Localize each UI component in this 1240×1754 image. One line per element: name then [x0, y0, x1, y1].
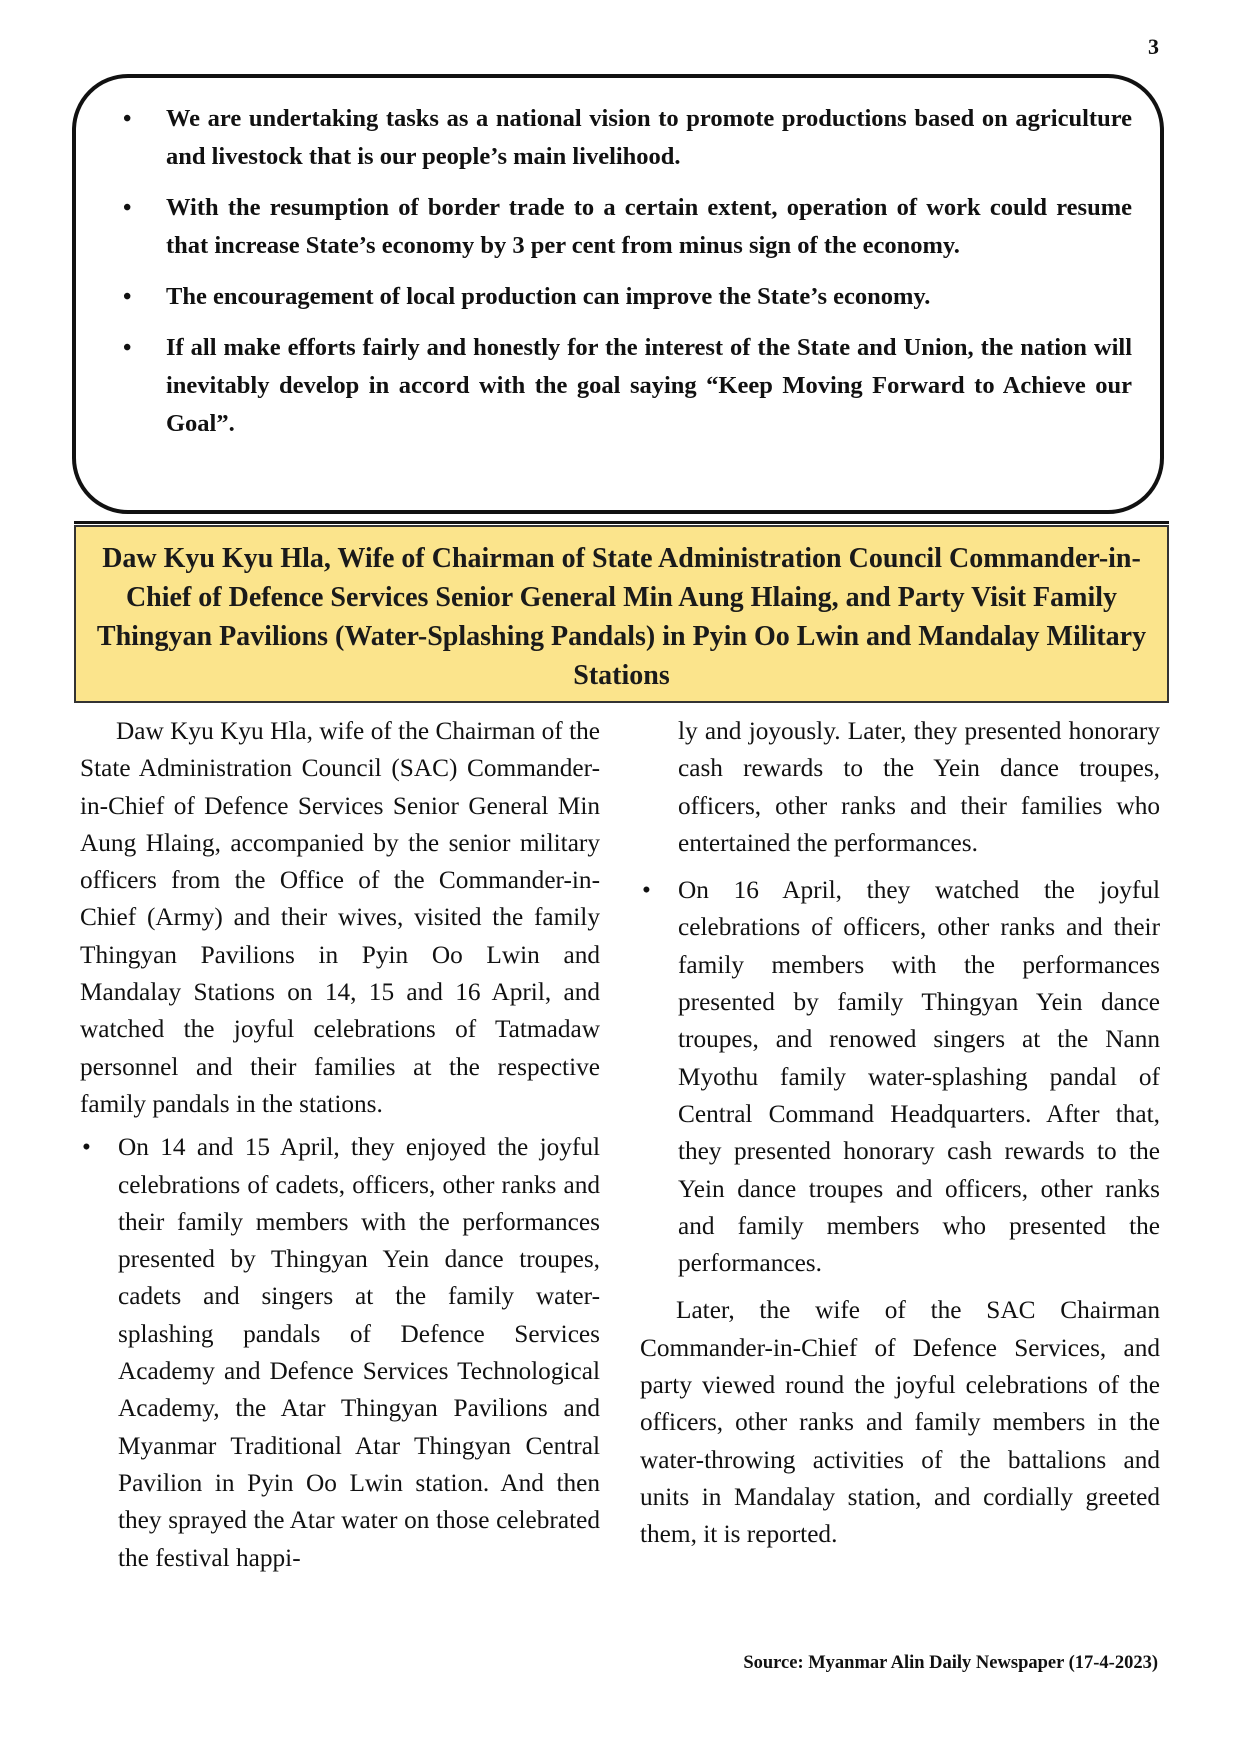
highlight-item: • The encouragement of local production can improve the State’s economy.	[104, 278, 1132, 316]
article-bullet-paragraph	[80, 1129, 600, 1577]
article-bullet-paragraph	[640, 872, 1160, 1282]
separator-rule	[74, 521, 1169, 524]
highlights-box	[72, 74, 1164, 514]
bullet-icon: •	[82, 1133, 91, 1162]
page-number: 3	[1148, 34, 1159, 59]
article-column-right	[640, 713, 1160, 1554]
article-bullet-continuation: ly and joyously. Later, they presented honorary cash rewards to the Yein dance troupes, officers, other ranks and their families who entertained the performances.	[678, 717, 1160, 857]
article-intro-paragraph: Daw Kyu Kyu Hla, wife of the Chairman of the State Administration Council (SAC) Commander-in-Chief of Defence Services Senior General Min Aung Hlaing, accompanied by the senior military officers from the Office of the Commander-in-Chief (Army) and their wives, visited the family Thingyan Pavilions in Pyin Oo Lwin and Mandalay Stations on 14, 15 and 16 April, and watched the joyful celebrations of Tatmadaw personnel and their families at the respective family pandals in the stations.	[80, 717, 600, 1118]
bullet-text: On 14 and 15 April, they enjoyed the joyful celebrations of cadets, officers, other ranks and their family members with the performances presented by Thingyan Yein dance troupes, cadets and singers at the family water-splashing pandals of Defence Services Academy and Defence Services Technological Academy, the Atar Thingyan Pavilions and Myanmar Traditional Atar Thingyan Central Pavilion in Pyin Oo Lwin station. And then they sprayed the Atar water on those celebrated the festival happi-	[118, 1133, 600, 1572]
highlight-item: • If all make efforts fairly and honestly for the interest of the State and Union, the nation will inevitably develop in accord with the goal saying “Keep Moving Forward to Achieve our Goal”.	[104, 329, 1132, 443]
highlight-item: • With the resumption of border trade to a certain extent, operation of work could resume that increase State’s economy by 3 per cent from minus sign of the economy.	[104, 189, 1132, 265]
highlights-list	[104, 100, 1132, 443]
bullet-text: On 16 April, they watched the joyful celebrations of officers, other ranks and their family members with the performances presented by family Thingyan Yein dance troupes, and renowed singers at the Nann Myothu family water-splashing pandal of Central Command Headquarters. After that, they presented honorary cash rewards to the Yein dance troupes and officers, other ranks and family members who presented the performances.	[678, 876, 1160, 1278]
source-citation: Source: Myanmar Alin Daily Newspaper (17-4-2023)	[743, 1653, 1158, 1673]
article-column-left	[80, 713, 600, 1577]
article-closing-paragraph: Later, the wife of the SAC Chairman Commander-in-Chief of Defence Services, and party viewed round the joyful celebrations of the officers, other ranks and family members in the water-throwing activities of the battalions and units in Mandalay station, and cordially greeted them, it is reported.	[640, 1296, 1160, 1549]
highlight-item: • We are undertaking tasks as a national vision to promote productions based on agriculture and livestock that is our people’s main livelihood.	[104, 100, 1132, 176]
bullet-icon: •	[642, 876, 651, 905]
article-headline: Daw Kyu Kyu Hla, Wife of Chairman of State Administration Council Commander-in-Chief of Defence Services Senior General Min Aung Hlaing, and Party Visit Family Thingyan Pavilions (Water-Splashing Pandals) in Pyin Oo Lwin and Mandalay Military Stations	[74, 525, 1169, 703]
